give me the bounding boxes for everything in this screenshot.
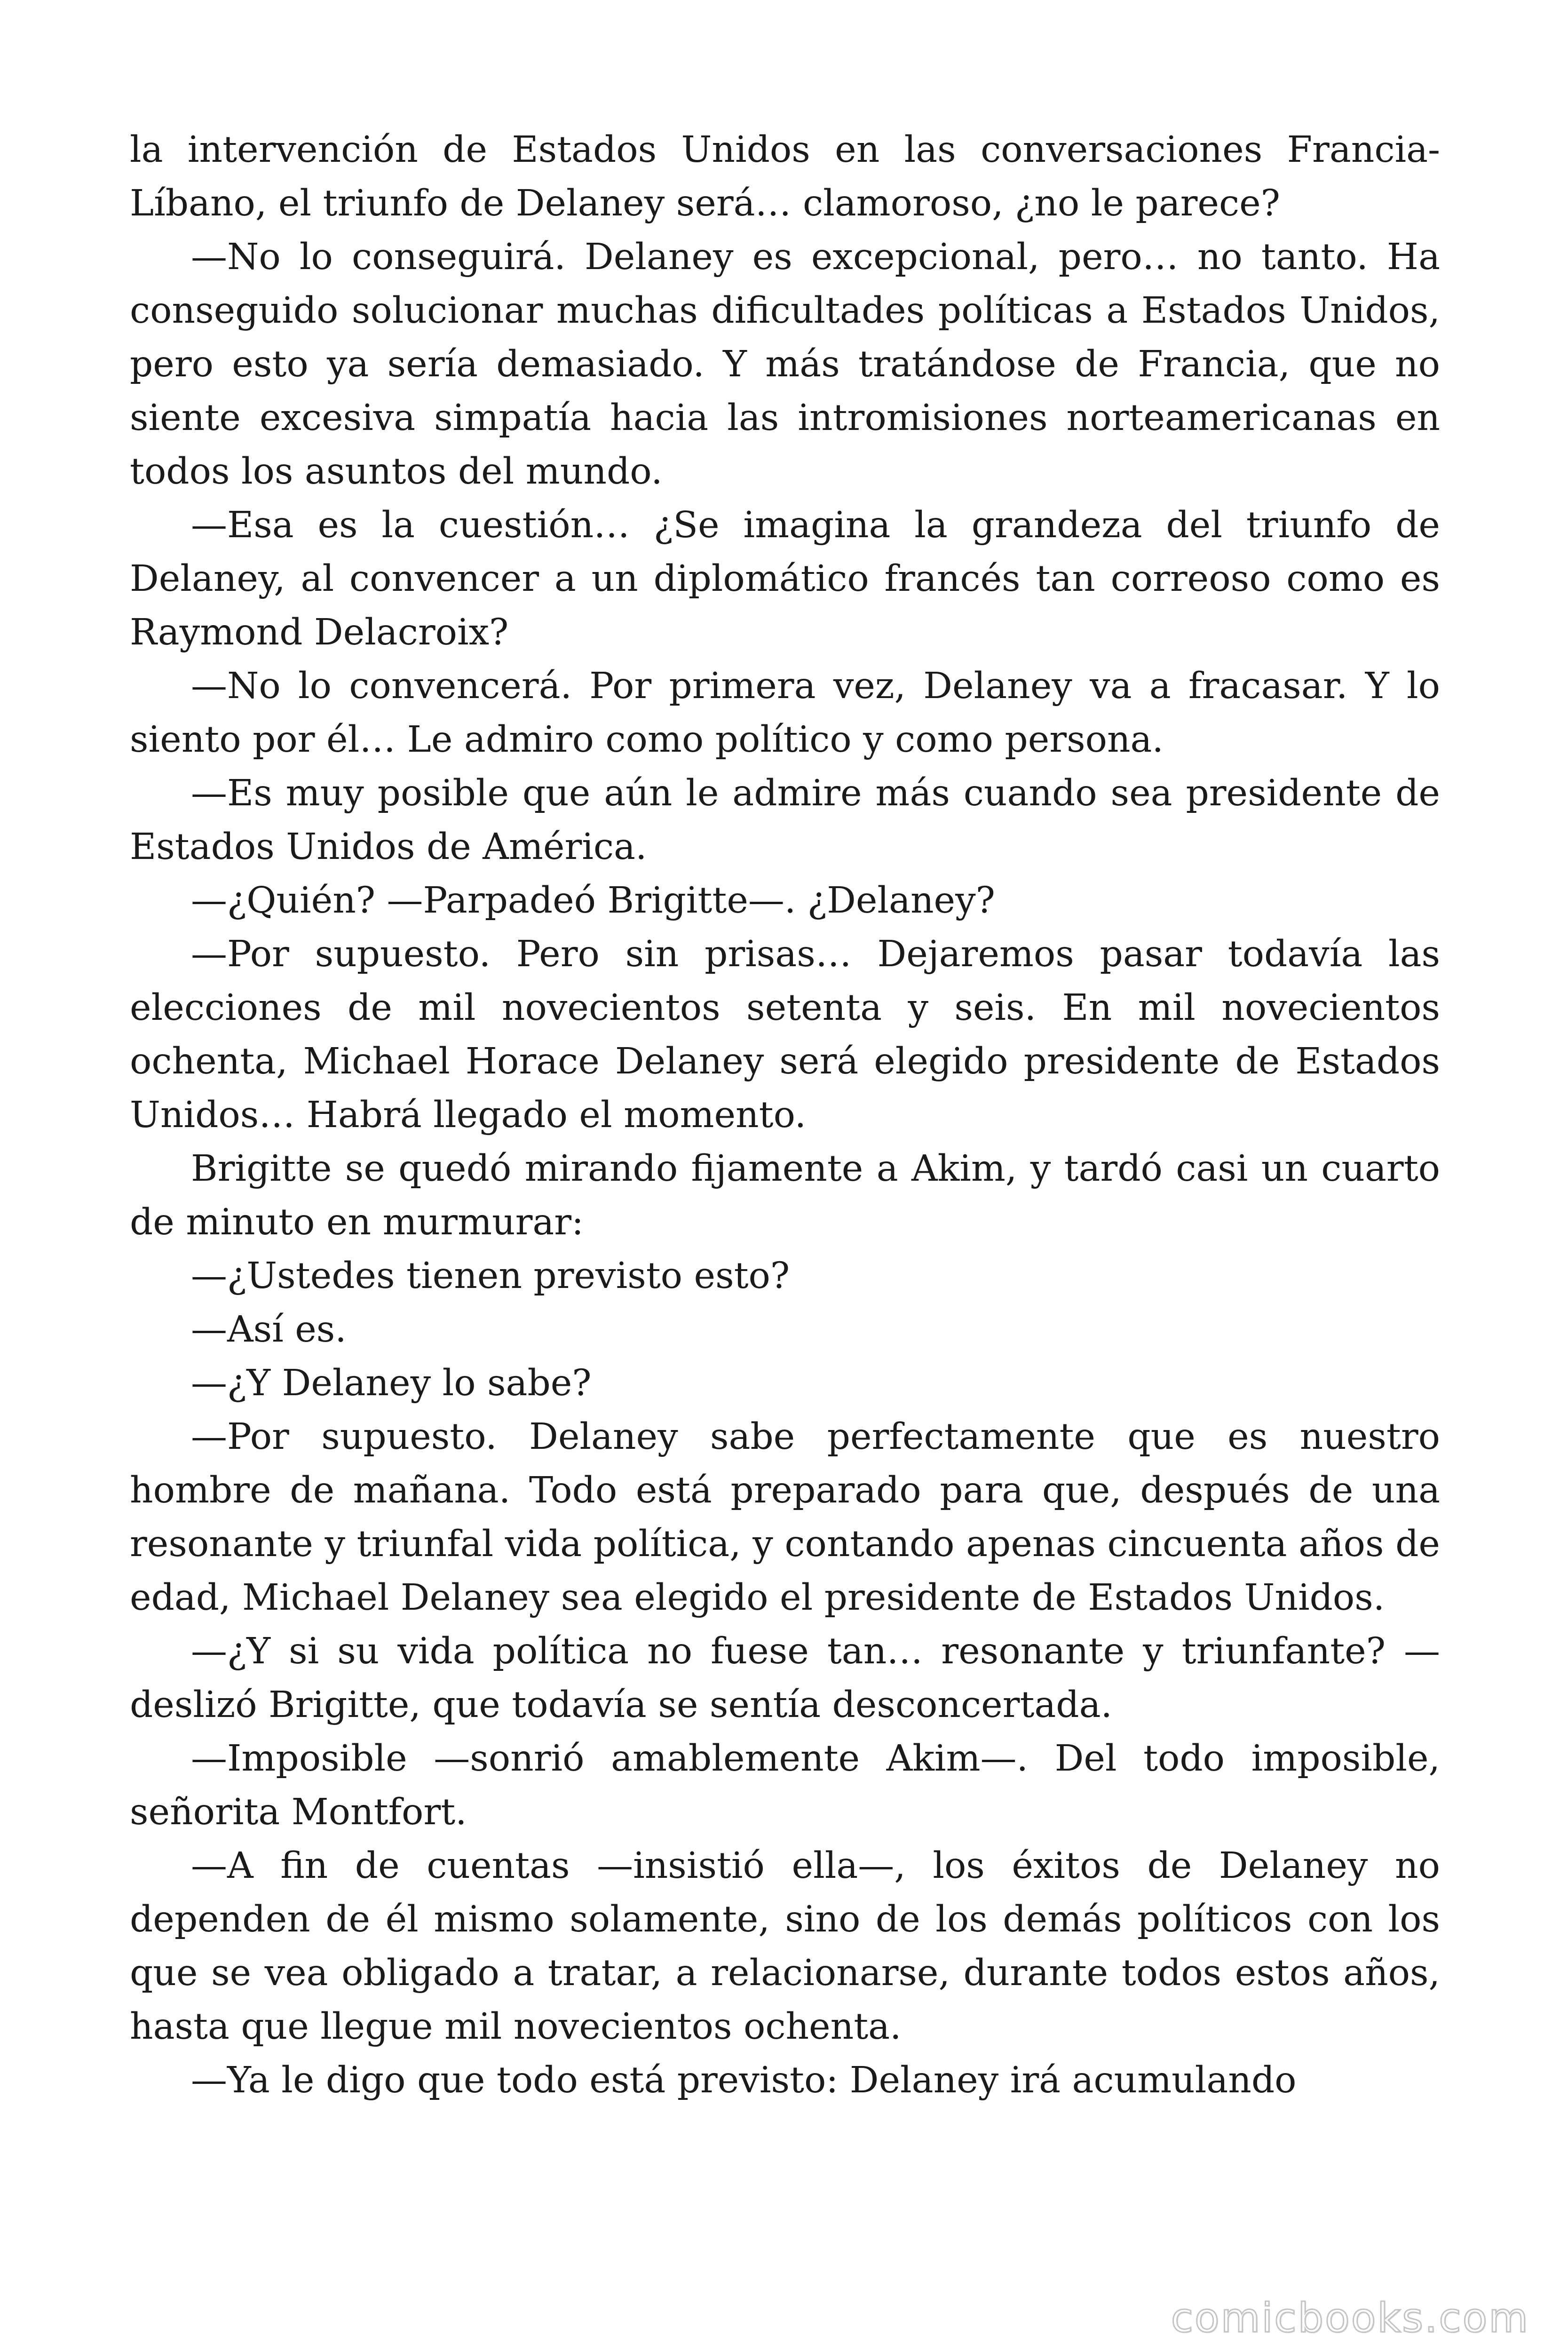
paragraph: —A fin de cuentas —insistió ella—, los éxitos de Delaney no dependen de él mismo solamente, sino de los demás políticos con los que se vea obligado a tratar, a relacionarse, durante todos estos años, hasta que llegue mil novecientos ochenta. — [130, 1845, 1440, 2048]
paragraph: —No lo conseguirá. Delaney es excepcional, pero… no tanto. Ha conseguido solucionar muchas dificultades políticas a Estados Unidos, pero esto ya sería demasiado. Y más tratándose de Francia, que no siente excesiva simpatía hacia las intromisiones norteamericanas en todos los asuntos del mundo. — [130, 236, 1440, 493]
paragraph: Brigitte se quedó mirando fijamente a Akim, y tardó casi un cuarto de minuto en murmurar: — [130, 1148, 1440, 1243]
paragraph: la intervención de Estados Unidos en las conversaciones Francia-Líbano, el triunfo de Delaney será… clamoroso, ¿no le parece? — [130, 129, 1440, 224]
paragraph: —Es muy posible que aún le admire más cuando sea presidente de Estados Unidos de América. — [130, 772, 1440, 868]
paragraph: —Esa es la cuestión… ¿Se imagina la grandeza del triunfo de Delaney, al convencer a un diplomático francés tan correoso como es Raymond Delacroix? — [130, 504, 1440, 653]
paragraph: —Así es. — [191, 1309, 347, 1351]
paragraph: —¿Y Delaney lo sabe? — [191, 1362, 592, 1404]
paragraph: —Por supuesto. Delaney sabe perfectamente que es nuestro hombre de mañana. Todo está preparado para que, después de una resonante y triunfal vida política, y contando apenas cincuenta años de edad, Michael Delaney sea elegido el presidente de Estados Unidos. — [130, 1416, 1440, 1619]
body-text — [130, 123, 1440, 2107]
paragraph: —¿Quién? —Parpadeó Brigitte—. ¿Delaney? — [191, 880, 995, 922]
paragraph: —Por supuesto. Pero sin prisas… Dejaremos pasar todavía las elecciones de mil novecientos setenta y seis. En mil novecientos ochenta, Michael Horace Delaney será elegido presidente de Estados Unidos… Habrá llegado el momento. — [130, 933, 1440, 1136]
paragraph: —No lo convencerá. Por primera vez, Delaney va a fracasar. Y lo siento por él… Le admiro como político y como persona. — [130, 665, 1440, 761]
paragraph: —Imposible —sonrió amablemente Akim—. Del todo imposible, señorita Montfort. — [130, 1738, 1440, 1833]
paragraph: —¿Ustedes tienen previsto esto? — [191, 1255, 790, 1297]
paragraph: —Ya le digo que todo está previsto: Delaney irá acumulando — [191, 2059, 1297, 2101]
watermark: comicbooks.com — [1171, 2295, 1529, 2342]
paragraph: —¿Y si su vida política no fuese tan… resonante y triunfante? —deslizó Brigitte, que todavía se sentía desconcertada. — [130, 1630, 1440, 1726]
